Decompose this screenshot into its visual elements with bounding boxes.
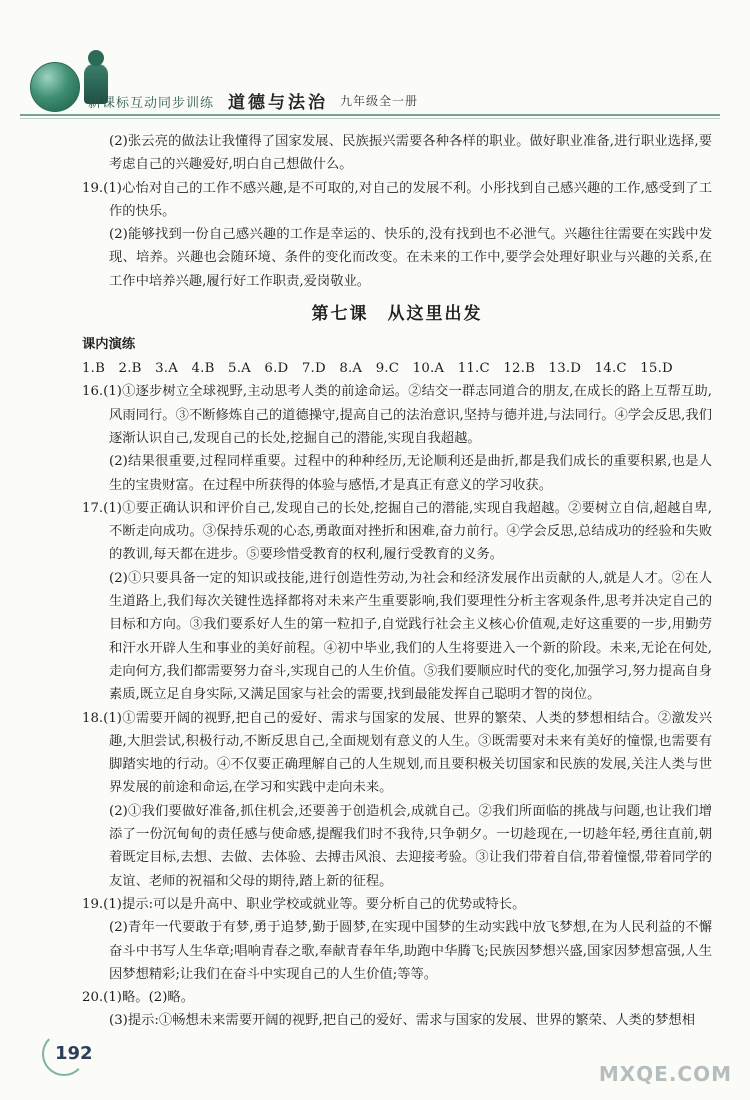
section-wrapper	[82, 333, 712, 357]
paragraph	[82, 707, 712, 800]
multiple-choice-answers: 1.B 2.B 3.A 4.B 5.A 6.D 7.D 8.A 9.C 10.A 11.C 12.B 13.D 14.C 15.D	[82, 361, 673, 377]
series-title: 新课标互动同步训练	[88, 96, 215, 111]
page-header	[0, 0, 750, 130]
header-divider-thin	[20, 118, 720, 119]
paragraph: (2)青年一代要敢于有梦,勇于追梦,勤于圆梦,在实现中国梦的生动实践中放飞梦想,在为人民利益的不懈奋斗中书写人生华章;唱响青春之歌,奉献青春年华,助跑中华腾飞;民族因梦想兴盛,国家因梦想富强,人生因梦想精彩;让我们在奋斗中实现自己的人生价值;等等。	[109, 920, 712, 982]
section-title: 课内演练	[82, 337, 136, 353]
paragraph	[82, 177, 712, 224]
question-answer: 17.(1)①要正确认识和评价自己,发现自己的长处,挖掘自己的潜能,实现自我超越。②要树立自信,超越自卑,不断走向成功。③保持乐观的心态,勇敢面对挫折和困难,奋力前行。④学会反思,总结成功的经验和失败的教训,每天都在进步。⑤要珍惜受教育的权利,履行受教育的义务。	[82, 500, 712, 563]
paragraph: (2)张云亮的做法让我懂得了国家发展、民族振兴需要各种各样的职业。做好职业准备,进行职业选择,要考虑自己的兴趣爱好,明白自己想做什么。	[109, 134, 712, 173]
subject-title: 道德与法治	[228, 93, 328, 113]
question-answer: 20.(1)略。(2)略。	[82, 990, 195, 1006]
question-answer: 16.(1)①逐步树立全球视野,主动思考人类的前途命运。②结交一群志同道合的朋友,在成长的路上互帮互助,风雨同行。③不断修炼自己的道德操守,提高自己的法治意识,坚持与德并进,与法同行。④学会反思,我们逐渐认识自己,发现自己的长处,挖掘自己的潜能,实现自我超越。	[82, 384, 712, 446]
paragraph	[82, 497, 712, 567]
paragraph: (2)①我们要做好准备,抓住机会,还要善于创造机会,成就自己。②我们所面临的挑战与问题,也让我们增添了一份沉甸甸的责任感与使命感,提醒我们时不我待,只争朝夕。一切趁现在,一切趁年轻,勇往直前,朝着既定目标,去想、去做、去体验、去搏击风浪、去迎接考验。③让我们带着自信,带着憧憬,带着同学的友谊、老师的祝福和父母的期待,踏上新的征程。	[109, 803, 712, 889]
paragraph	[82, 893, 712, 916]
paragraph: (2)结果很重要,过程同样重要。过程中的种种经历,无论顺利还是曲折,都是我们成长的重要积累,也是人生的宝贵财富。在过程中所获得的体验与感悟,才是真正有意义的学习收获。	[109, 454, 712, 493]
grade-label: 九年级全一册	[340, 94, 419, 108]
paragraph	[82, 986, 712, 1009]
header-divider	[20, 114, 720, 116]
question-answer: 19.(1)心怡对自己的工作不感兴趣,是不可取的,对自己的发展不利。小彤找到自己感兴趣的工作,感受到了工作的快乐。	[82, 180, 712, 219]
paragraph: (3)提示:①畅想未来需要开阔的视野,把自己的爱好、需求与国家的发展、世界的繁荣、人类的梦想相	[109, 1013, 696, 1029]
page-number: 192	[55, 1043, 93, 1064]
watermark: MXQE.COM	[598, 1062, 732, 1086]
question-answer: 19.(1)提示:可以是升高中、职业学校或就业等。要分析自己的优势或特长。	[82, 896, 526, 912]
paragraph: (2)①只要具备一定的知识或技能,进行创造性劳动,为社会和经济发展作出贡献的人,就是人才。②在人生道路上,我们每次关键性选择都将对未来产生重要影响,我们要理性分析主客观条件,思考并决定自己的目标和方向。③我们要系好人生的第一粒扣子,自觉践行社会主义核心价值观,走好这重要的一步,用勤劳和汗水开辟人生和事业的美好前程。④初中毕业,我们的人生将要进入一个新的阶段。未来,无论在何处,走向何方,我们都需要努力奋斗,实现自己的人生价值。⑤我们要顺应时代的变化,加强学习,努力提高自身素质,既立足自身实际,又满足国家与社会的需要,找到最能发挥自己聪明才智的岗位。	[109, 570, 712, 703]
question-answer: 18.(1)①需要开阔的视野,把自己的爱好、需求与国家的发展、世界的繁荣、人类的梦想相结合。②激发兴趣,大胆尝试,积极行动,不断反思自己,全面规划有意义的人生。③既需要对未来有美好的憧憬,也需要有脚踏实地的行动。④不仅要正确理解自己的人生规划,而且要积极关切国家和民族的发展,关注人类与世界发展的前途和命运,在学习和实践中走向未来。	[82, 710, 712, 796]
paragraph: (2)能够找到一份自己感兴趣的工作是幸运的、快乐的,没有找到也不必泄气。兴趣往往需要在实践中发现、培养。兴趣也会随环境、条件的变化而改变。在未来的工作中,要学会处理好职业与兴趣的关系,在工作中培养兴趣,履行好工作职责,爱岗敬业。	[109, 227, 712, 289]
globe-logo-icon	[30, 62, 80, 112]
paragraph	[82, 380, 712, 450]
lesson-title: 第七课 从这里出发	[311, 304, 483, 325]
answer-content	[82, 130, 712, 1033]
answers-wrapper	[82, 357, 712, 380]
